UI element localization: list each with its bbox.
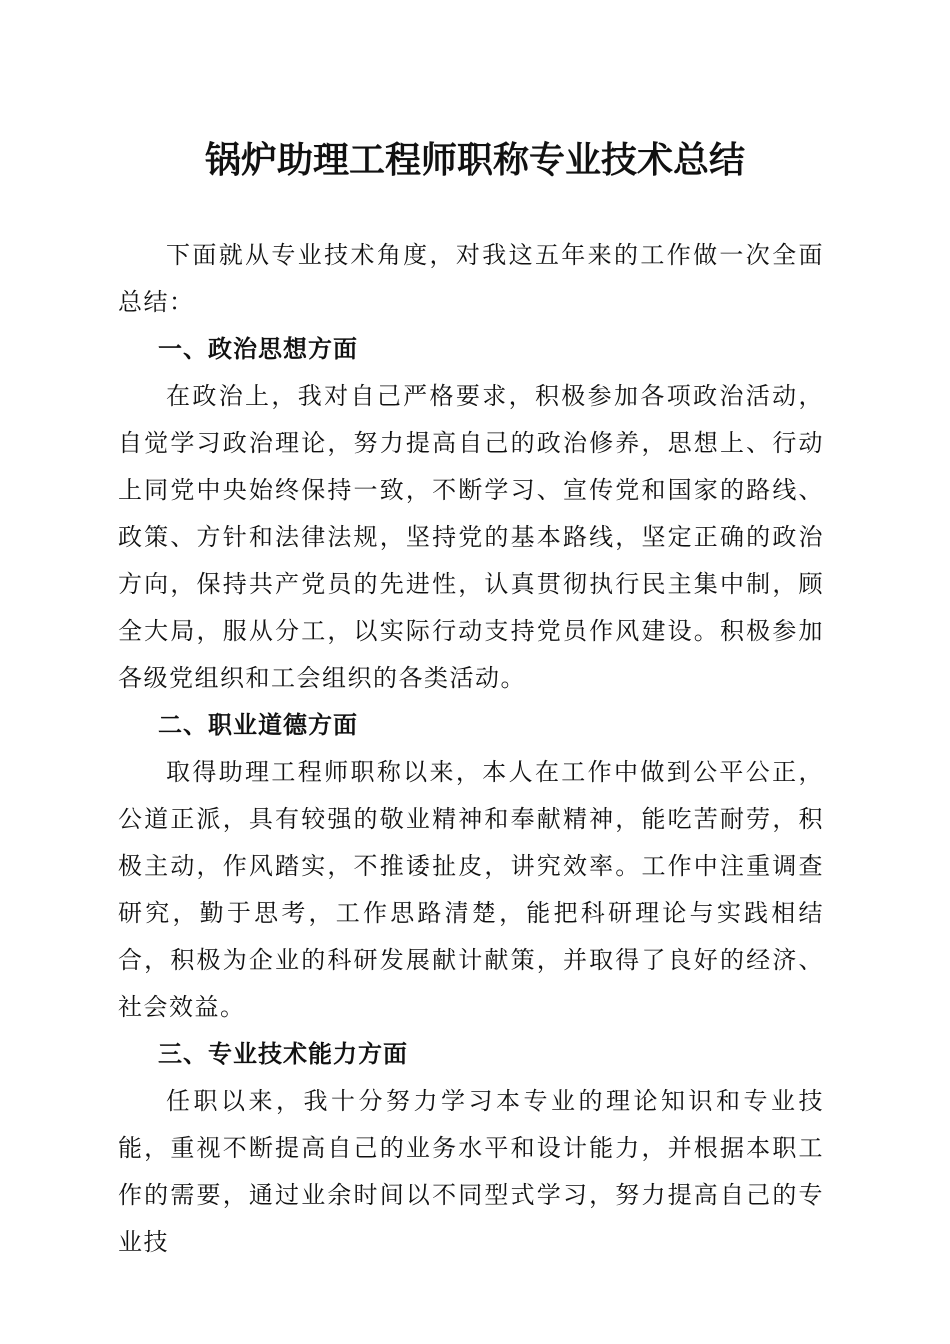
section-body-political: 在政治上，我对自己严格要求，积极参加各项政治活动，自觉学习政治理论，努力提高自己的政治修养，思想上、行动上同党中央始终保持一致，不断学习、宣传党和国家的路线、政策、方针和法律法规，坚持党的基本路线，坚定正确的政治方向，保持共产党员的先进性，认真贯彻执行民主集中制，顾全大局，服从分工，以实际行动支持党员作风建设。积极参加各级党组织和工会组织的各类活动。 <box>118 382 824 692</box>
section-body-ethics: 取得助理工程师职称以来，本人在工作中做到公平公正，公道正派，具有较强的敬业精神和奉献精神，能吃苦耐劳，积极主动，作风踏实，不推诿扯皮，讲究效率。工作中注重调查研究，勤于思考，工作思路清楚，能把科研理论与实践相结合，积极为企业的科研发展献计献策，并取得了良好的经济、社会效益。 <box>118 758 824 1021</box>
document-body <box>118 232 824 1266</box>
intro-paragraph: 下面就从专业技术角度，对我这五年来的工作做一次全面总结： <box>118 241 824 316</box>
section-body-technical: 任职以来，我十分努力学习本专业的理论知识和专业技能，重视不断提高自己的业务水平和设计能力，并根据本职工作的需要，通过业余时间以不同型式学习，努力提高自己的专业技 <box>118 1087 824 1256</box>
section-heading-technical: 三、专业技术能力方面 <box>158 1040 408 1068</box>
section-heading-ethics: 二、职业道德方面 <box>158 711 358 739</box>
section-heading-political: 一、政治思想方面 <box>158 335 358 363</box>
document-title: 锅炉助理工程师职称专业技术总结 <box>204 139 745 181</box>
